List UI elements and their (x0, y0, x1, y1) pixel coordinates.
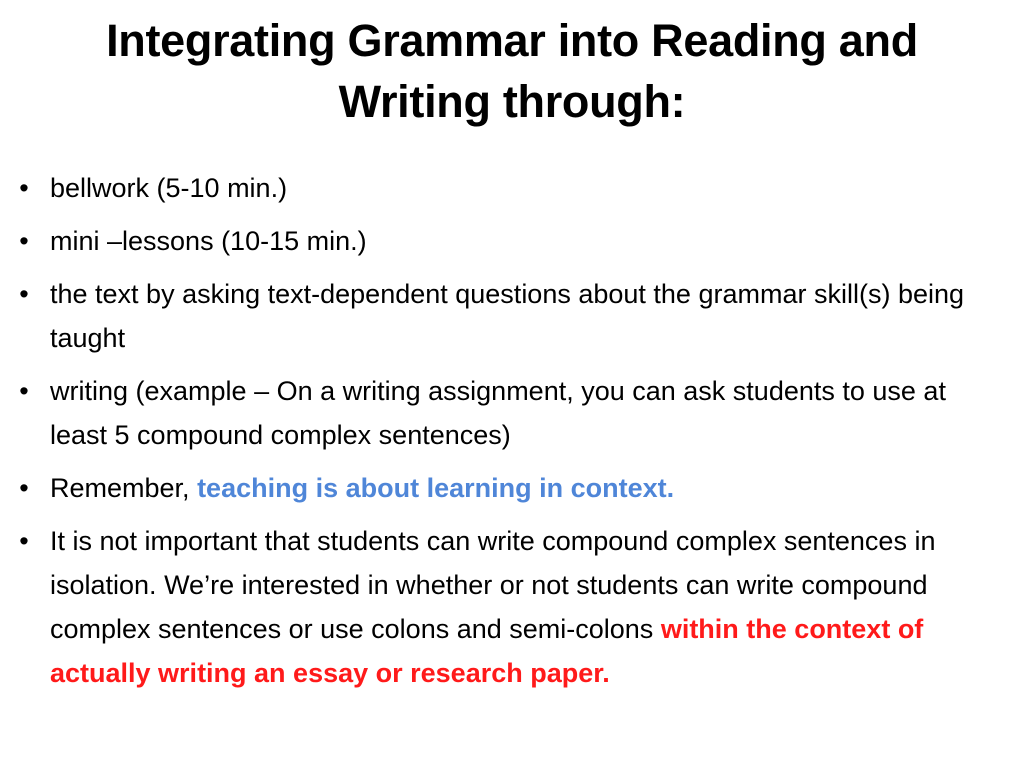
slide-title (0, 10, 1024, 132)
bullet-text: It is not important that students can write compound complex sentences in isolation. We’re interested in whether or not students can write compound complex sentences or use colons and semi-colons (50, 526, 936, 644)
bullet-dot-icon: • (19, 376, 29, 406)
bullet-dot-icon: • (19, 226, 29, 256)
bullet-text: Remember, (50, 473, 198, 503)
bullet-item-context (14, 519, 1004, 695)
bullet-text: the text by asking text-dependent questions about the grammar skill(s) being taught (50, 279, 965, 353)
slide-title-line-2: Writing through: (338, 76, 686, 127)
bullet-dot-icon: • (19, 526, 29, 556)
bullet-dot-icon: • (19, 173, 29, 203)
bullet-emphasis-red: within the context of actually writing an essay or research paper. (50, 614, 924, 688)
bullet-text: mini –lessons (10-15 min.) (50, 226, 367, 256)
bullet-list (14, 166, 1004, 704)
bullet-text: writing (example – On a writing assignment, you can ask students to use at least 5 compound complex sentences) (50, 376, 946, 450)
bullet-text: bellwork (5-10 min.) (50, 173, 288, 203)
bullet-item-mini-lessons (14, 219, 1004, 263)
bullet-dot-icon: • (19, 473, 29, 503)
bullet-item-bellwork (14, 166, 1004, 210)
bullet-emphasis-blue: teaching is about learning in context. (197, 473, 675, 503)
bullet-item-text-dependent-questions (14, 272, 1004, 360)
bullet-dot-icon: • (19, 279, 29, 309)
bullet-item-remember (14, 466, 1004, 510)
slide-title-line-1: Integrating Grammar into Reading and (106, 15, 918, 66)
bullet-item-writing-example (14, 369, 1004, 457)
